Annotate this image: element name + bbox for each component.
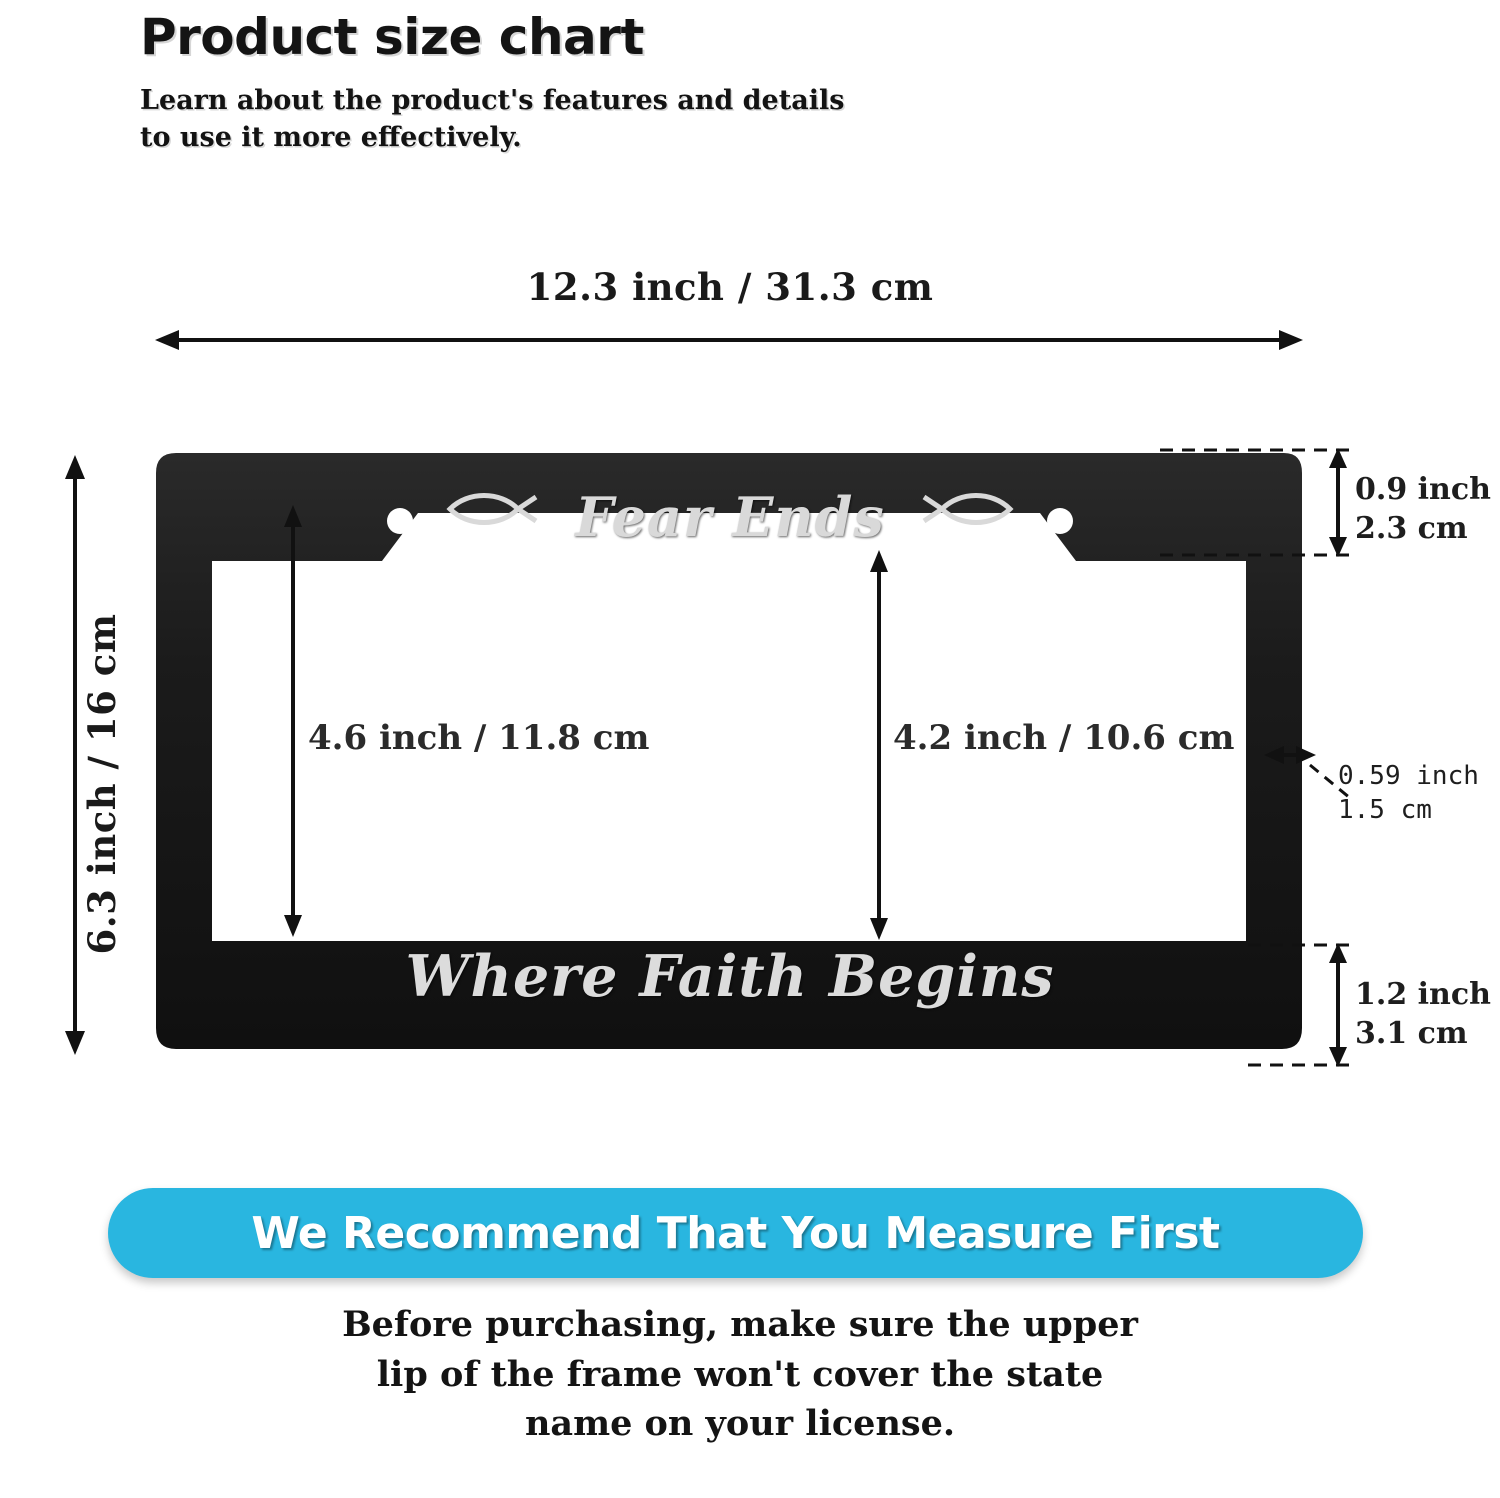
footer-note	[150, 1300, 1330, 1449]
inner-height-right-arrow-icon	[866, 550, 892, 940]
overall-height-label: 6.3 inch / 16 cm	[80, 613, 124, 955]
bottom-lip-cm: 3.1 cm	[1355, 1016, 1468, 1051]
frame-bottom-engraving: Where Faith Begins	[405, 943, 1055, 1010]
bottom-lip-inch: 1.2 inch	[1355, 977, 1491, 1012]
overall-width-arrow-icon	[155, 328, 1303, 352]
inner-height-right-label: 4.2 inch / 10.6 cm	[893, 718, 1235, 758]
frame-top-engraving: Fear Ends	[575, 485, 885, 549]
top-lip-cm: 2.3 cm	[1355, 511, 1468, 546]
side-rail-cm: 1.5 cm	[1338, 794, 1432, 825]
top-lip-inch: 0.9 inch	[1355, 472, 1491, 507]
subtitle-line-2: to use it more effectively.	[140, 122, 522, 154]
overall-height-arrow-icon	[62, 455, 88, 1055]
side-rail-dimension-label	[1338, 760, 1479, 828]
footer-note-line-3: name on your license.	[524, 1403, 956, 1445]
page-title: Product size chart	[140, 8, 644, 66]
subtitle-line-1: Learn about the product's features and details	[140, 85, 845, 116]
side-rail-inch: 0.59 inch	[1338, 761, 1479, 791]
inner-height-left-arrow-icon	[280, 505, 306, 937]
bottom-lip-dimension-label	[1355, 975, 1491, 1053]
footer-note-line-2: lip of the frame won't cover the state	[376, 1353, 1104, 1395]
page-subtitle	[140, 82, 1240, 157]
footer-note-line-1: Before purchasing, make sure the upper	[342, 1304, 1138, 1345]
header	[140, 0, 1240, 157]
inner-height-left-label: 4.6 inch / 11.8 cm	[308, 718, 650, 758]
top-lip-dimension-label	[1355, 470, 1491, 548]
recommendation-banner	[108, 1188, 1363, 1278]
overall-width-label: 12.3 inch / 31.3 cm	[526, 265, 934, 309]
recommendation-banner-text: We Recommend That You Measure First	[251, 1207, 1220, 1259]
